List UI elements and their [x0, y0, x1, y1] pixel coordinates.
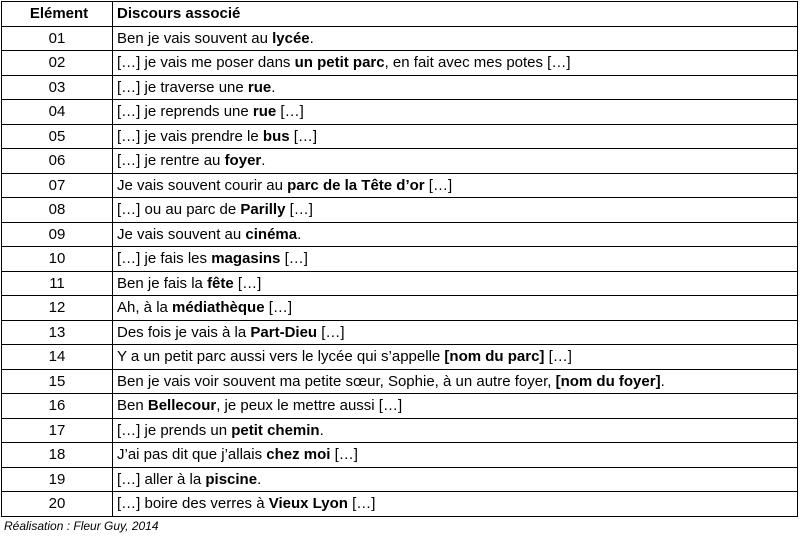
table-row: [2, 443, 798, 468]
place-keyword: [nom du foyer]: [555, 372, 661, 390]
discourse-cell: [113, 296, 798, 321]
element-number: 04: [2, 100, 113, 125]
table-row: [2, 320, 798, 345]
discourse-text: […] je reprends une: [117, 103, 253, 121]
discourse-text: […] je vais prendre le: [117, 127, 263, 145]
element-number: 12: [2, 296, 113, 321]
place-keyword: médiathèque: [172, 299, 265, 317]
place-keyword: magasins: [211, 250, 281, 268]
discourse-text: […] je rentre au: [117, 152, 225, 170]
place-keyword: parc de la Tête d’or: [287, 176, 425, 194]
discourse-text: […] je prends un: [117, 421, 232, 439]
discourse-table: [1, 1, 798, 517]
element-number: 07: [2, 173, 113, 198]
place-keyword: petit chemin: [231, 421, 320, 439]
place-keyword: Bellecour: [147, 397, 217, 415]
discourse-text: […]: [330, 446, 358, 464]
discourse-cell: [113, 149, 798, 174]
discourse-cell: [113, 222, 798, 247]
table-row: [2, 26, 798, 51]
discourse-text: […]: [317, 323, 345, 341]
discourse-cell: [113, 51, 798, 76]
discourse-text: Y a un petit parc aussi vers le lycée qui s’appelle: [117, 348, 445, 366]
table-row: [2, 394, 798, 419]
table-row: [2, 173, 798, 198]
discourse-text: […]: [424, 176, 453, 194]
discourse-cell: [113, 467, 798, 492]
discourse-text: […] je vais me poser dans: [117, 54, 295, 72]
header-discourse: Discours associé: [113, 2, 798, 27]
discourse-text: […] boire des verres à: [117, 495, 269, 513]
discourse-cell: [113, 394, 798, 419]
discourse-text: .: [297, 225, 302, 243]
element-number: 05: [2, 124, 113, 149]
discourse-text: Ben je vais souvent au: [117, 29, 273, 47]
table-row: [2, 149, 798, 174]
discourse-cell: [113, 75, 798, 100]
element-number: 06: [2, 149, 113, 174]
discourse-text: Ah, à la: [117, 299, 173, 317]
table-row: [2, 247, 798, 272]
discourse-cell: [113, 418, 798, 443]
table-row: [2, 345, 798, 370]
discourse-text: J’ai pas dit que j’allais: [117, 446, 267, 464]
discourse-text: Je vais souvent courir au: [117, 176, 288, 194]
discourse-cell: [113, 369, 798, 394]
element-number: 16: [2, 394, 113, 419]
table-header-row: [2, 2, 798, 27]
table-row: [2, 418, 798, 443]
place-keyword: rue: [252, 103, 277, 121]
place-keyword: cinéma: [245, 225, 298, 243]
element-number: 11: [2, 271, 113, 296]
element-number: 19: [2, 467, 113, 492]
table-row: [2, 271, 798, 296]
discourse-text: […]: [285, 201, 313, 219]
element-number: 14: [2, 345, 113, 370]
element-number: 08: [2, 198, 113, 223]
place-keyword: foyer: [224, 152, 262, 170]
place-keyword: bus: [262, 127, 290, 145]
table-row: [2, 51, 798, 76]
discourse-cell: [113, 271, 798, 296]
discourse-text: Je vais souvent au: [117, 225, 246, 243]
element-number: 18: [2, 443, 113, 468]
discourse-text: […]: [276, 103, 304, 121]
element-number: 17: [2, 418, 113, 443]
table-row: [2, 198, 798, 223]
place-keyword: lycée: [272, 29, 310, 47]
table-body: [2, 26, 798, 516]
discourse-text: Ben je vais voir souvent ma petite sœur, Sophie, à un autre foyer,: [117, 372, 556, 390]
discourse-text: .: [319, 421, 324, 439]
table-row: [2, 222, 798, 247]
place-keyword: Part-Dieu: [250, 323, 318, 341]
discourse-cell: [113, 26, 798, 51]
header-element: Elément: [2, 2, 113, 27]
discourse-text: .: [261, 152, 266, 170]
discourse-cell: [113, 345, 798, 370]
discourse-text: .: [309, 29, 314, 47]
place-keyword: [nom du parc]: [444, 348, 545, 366]
discourse-cell: [113, 100, 798, 125]
element-number: 09: [2, 222, 113, 247]
element-number: 15: [2, 369, 113, 394]
discourse-text: .: [257, 470, 262, 488]
discourse-text: […]: [233, 274, 262, 292]
discourse-cell: [113, 173, 798, 198]
discourse-text: […]: [347, 495, 376, 513]
discourse-text: , en fait avec mes potes […]: [384, 54, 571, 72]
discourse-text: […] ou au parc de: [117, 201, 241, 219]
element-number: 10: [2, 247, 113, 272]
place-keyword: fête: [207, 274, 234, 292]
element-number: 13: [2, 320, 113, 345]
discourse-text: […]: [264, 299, 293, 317]
caption: Réalisation : Fleur Guy, 2014: [4, 519, 159, 533]
discourse-text: .: [660, 372, 665, 390]
table-row: [2, 100, 798, 125]
table-row: [2, 467, 798, 492]
place-keyword: chez moi: [266, 446, 331, 464]
discourse-text: Ben je fais la: [117, 274, 208, 292]
table-row: [2, 492, 798, 517]
discourse-text: , je peux le mettre aussi […]: [216, 397, 403, 415]
element-number: 01: [2, 26, 113, 51]
discourse-text: […] aller à la: [117, 470, 206, 488]
element-number: 02: [2, 51, 113, 76]
discourse-text: […]: [289, 127, 318, 145]
table-row: [2, 75, 798, 100]
place-keyword: Parilly: [240, 201, 286, 219]
discourse-cell: [113, 247, 798, 272]
table-row: [2, 296, 798, 321]
discourse-text: […] je fais les: [117, 250, 212, 268]
discourse-cell: [113, 320, 798, 345]
discourse-text: […]: [544, 348, 572, 366]
place-keyword: piscine: [205, 470, 258, 488]
discourse-cell: [113, 124, 798, 149]
discourse-cell: [113, 198, 798, 223]
discourse-text: Ben: [117, 397, 148, 415]
place-keyword: Vieux Lyon: [268, 495, 348, 513]
place-keyword: un petit parc: [294, 54, 385, 72]
table-row: [2, 369, 798, 394]
discourse-cell: [113, 492, 798, 517]
table-row: [2, 124, 798, 149]
place-keyword: rue: [247, 78, 272, 96]
discourse-text: […] je traverse une: [117, 78, 248, 96]
discourse-text: .: [271, 78, 276, 96]
element-number: 20: [2, 492, 113, 517]
discourse-cell: [113, 443, 798, 468]
discourse-text: […]: [280, 250, 308, 268]
element-number: 03: [2, 75, 113, 100]
discourse-text: Des fois je vais à la: [117, 323, 251, 341]
